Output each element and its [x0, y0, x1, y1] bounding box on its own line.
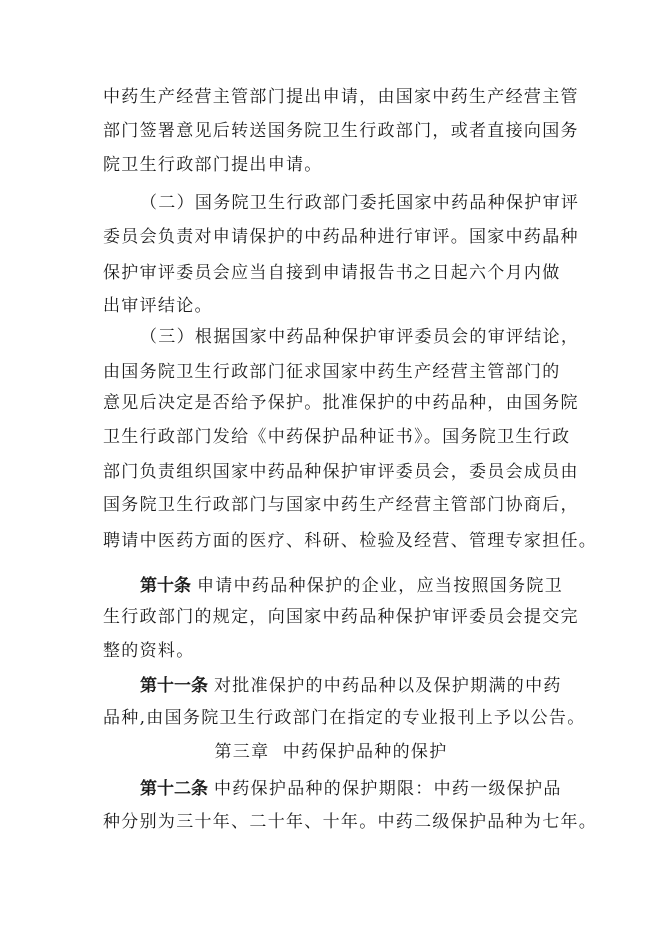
text: 对批准保护的中药品种以及保护期满的中药	[214, 676, 562, 696]
text-line: （二）国务院卫生行政部门委托国家中药品种保护审评	[140, 193, 580, 213]
text-line: 由国务院卫生行政部门征求国家中药生产经营主管部门的	[103, 362, 561, 382]
article-12-line	[140, 778, 561, 800]
text-line: 卫生行政部门发给《中药保护品种证书》。国务院卫生行政	[103, 427, 571, 447]
text-line: 院卫生行政部门提出申请。	[103, 155, 323, 175]
text-line: 生行政部门的规定，向国家中药品种保护审评委员会提交完	[103, 607, 579, 627]
text: 中药保护品种的保护期限：中药一级保护品	[214, 779, 562, 799]
article-heading: 第十条	[140, 576, 191, 596]
article-10-line	[140, 575, 561, 597]
text-line: 聘请中医药方面的医疗、科研、检验及经营、管理专家担任。	[103, 531, 598, 551]
article-heading: 第十二条	[140, 779, 208, 799]
text-line: 部门签署意见后转送国务院卫生行政部门，或者直接向国务	[103, 121, 579, 141]
text-line: 意见后决定是否给予保护。批准保护的中药品种，由国务院	[103, 393, 579, 413]
text-line: 中药生产经营主管部门提出申请，由国家中药生产经营主管	[103, 87, 579, 107]
text-line: 出审评结论。	[103, 296, 213, 316]
text-line: 委员会负责对申请保护的中药品种进行审评。国家中药晶种	[103, 227, 579, 247]
text-line: 整的资料。	[103, 641, 195, 661]
article-heading: 第十一条	[140, 676, 208, 696]
chapter-heading: 第三章 中药保护品种的保护	[214, 742, 448, 762]
text-line: 品种,由国务院卫生行政部门在指定的专业报刊上予以公告。	[103, 708, 586, 728]
text-line: 国务院卫生行政部门与国家中药生产经营主管部门协商后，	[103, 495, 579, 515]
text-line: （三）根据国家中药品种保护审评委员会的审评结论，	[140, 327, 580, 347]
text-line: 部门负责组织国家中药品种保护审评委员会，委员会成员由	[103, 462, 579, 482]
text-line: 种分别为三十年、二十年、十年。中药二级保护品种为七年。	[103, 812, 598, 832]
article-11-line	[140, 675, 561, 697]
text: 申请中药品种保护的企业，应当按照国务院卫	[197, 576, 563, 596]
text-line: 保护审评委员会应当自接到申请报告书之日起六个月内做	[103, 263, 561, 283]
